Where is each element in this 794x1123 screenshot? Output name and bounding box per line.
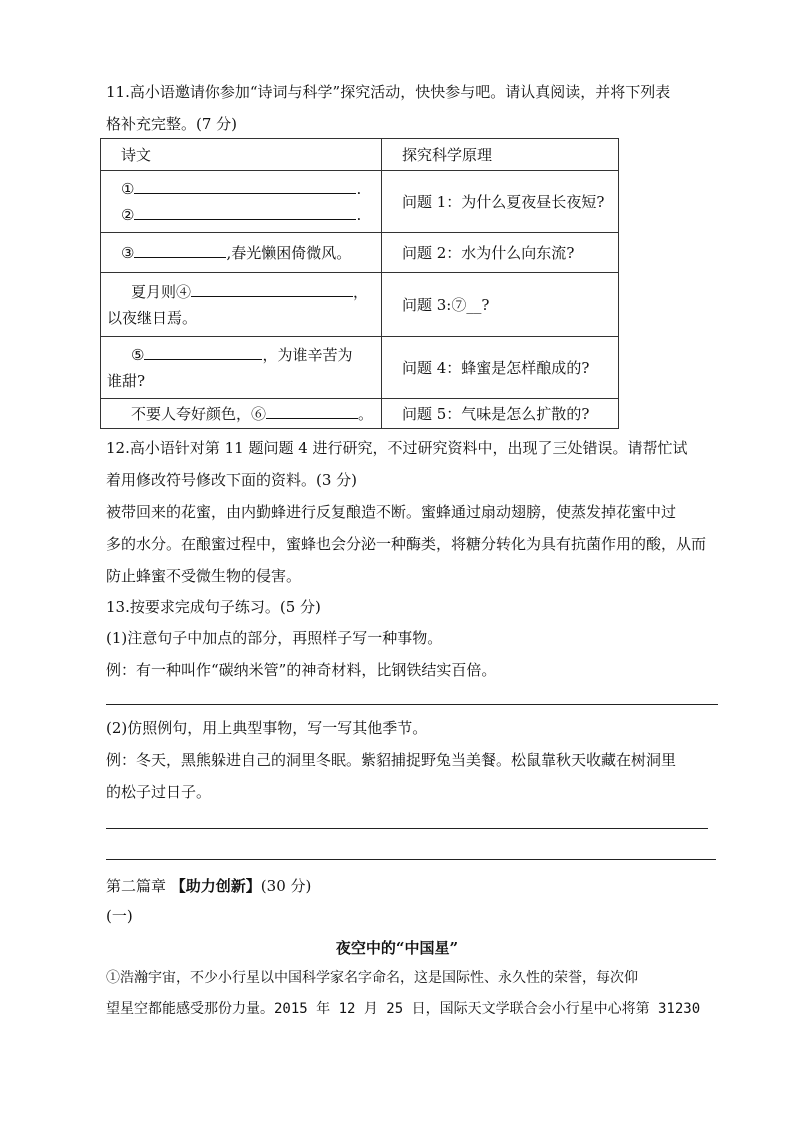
answer-blank-6[interactable] <box>266 404 358 419</box>
table-row <box>101 171 619 233</box>
poem-text: 不要人夸好颜色，⑥ <box>131 404 267 423</box>
q13-sub2: (2)仿照例句，用上典型事物，写一写其他季节。 <box>106 719 428 737</box>
q11-line2: 格补充完整。(7 分) <box>106 115 238 133</box>
q12-para1: 被带回来的花蜜，由内勤蜂进行反复酿造不断。蜜蜂通过扇动翅膀，使蒸发掉花蜜中过 <box>106 503 677 521</box>
article-paragraph-line1: ①浩瀚宇宙，不少小行星以中国科学家名字命名，这是国际性、永久性的荣誉，每次仰 <box>106 970 638 986</box>
header-poem: 诗文 <box>101 139 382 171</box>
answer-blank-2[interactable] <box>134 205 356 220</box>
punct: ， <box>353 282 369 301</box>
answer-blank-5[interactable] <box>144 345 262 360</box>
poem-text: 以夜继日焉。 <box>107 308 198 327</box>
poem-cell-5 <box>101 399 382 429</box>
q12-line2: 着用修改符号修改下面的资料。(3 分) <box>106 471 358 489</box>
poem-cell-2 <box>101 233 382 273</box>
answer-line-1[interactable] <box>106 704 718 705</box>
answer-blank-4[interactable] <box>191 282 353 297</box>
chapter-heading <box>106 876 311 896</box>
header-science: 探究科学原理 <box>382 139 619 171</box>
punct: 。 <box>358 404 374 423</box>
q13-example1: 例：有一种叫作“碳纳米管”的神奇材料，比钢铁结实百倍。 <box>106 661 497 679</box>
answer-blank-3[interactable] <box>134 243 226 258</box>
poem-cell-3 <box>101 273 382 337</box>
punct: . <box>356 205 362 224</box>
blank-5-label: ⑤ <box>131 345 145 364</box>
blank-2-label: ② <box>121 205 135 224</box>
article-title: 夜空中的“中国星” <box>335 939 459 957</box>
question-1: 问题 1：为什么夏夜昼长夜短? <box>382 171 619 233</box>
q12-para3: 防止蜂蜜不受微生物的侵害。 <box>106 567 302 585</box>
q12-line1: 12.高小语针对第 11 题问题 4 进行研究，不过研究资料中，出现了三处错误。请帮忙试 <box>106 439 688 457</box>
q12-para2: 多的水分。在酿蜜过程中，蜜蜂也会分泌一种酶类，将糖分转化为具有抗菌作用的酸，从而 <box>106 535 707 553</box>
table-row <box>101 273 619 337</box>
poem-cell-1 <box>101 171 382 233</box>
poem-text: ,春光懒困倚微风。 <box>226 243 352 262</box>
question-2: 问题 2：水为什么向东流? <box>382 233 619 273</box>
chapter-label: 第二篇章 <box>106 877 171 895</box>
chapter-title: 【助力创新】 <box>170 877 261 895</box>
blank-3-label: ③ <box>121 243 135 262</box>
poem-text: 谁甜? <box>107 371 146 390</box>
poem-science-table <box>100 138 619 429</box>
q13-sub1: (1)注意句子中加点的部分，再照样子写一种事物。 <box>106 629 443 647</box>
q11-line1: 11.高小语邀请你参加“诗词与科学”探究活动，快快参与吧。请认真阅读，并将下列表 <box>106 83 671 101</box>
table-row <box>101 337 619 399</box>
poem-text: ，为谁辛苦为 <box>262 345 353 364</box>
table-header-row <box>101 139 619 171</box>
answer-line-2[interactable] <box>106 828 708 829</box>
chapter-score: (30 分) <box>260 877 312 895</box>
blank-1-label: ① <box>121 179 135 198</box>
question-4: 问题 4：蜂蜜是怎样酿成的? <box>382 337 619 399</box>
table-row <box>101 399 619 429</box>
answer-line-3[interactable] <box>106 859 716 860</box>
question-3: 问题 3:⑦__? <box>382 273 619 337</box>
question-5: 问题 5：气味是怎么扩散的? <box>382 399 619 429</box>
section-number: (一) <box>106 907 133 925</box>
punct: . <box>356 179 362 198</box>
poem-cell-4 <box>101 337 382 399</box>
poem-text: 夏月则④ <box>131 282 192 301</box>
q13-example2-line2: 的松子过日子。 <box>106 783 212 801</box>
answer-blank-1[interactable] <box>134 179 356 194</box>
article-paragraph-line2: 望星空都能感受那份力量。2015 年 12 月 25 日，国际天文学联合会小行星中心将第 31230 <box>106 1001 701 1017</box>
table-row <box>101 233 619 273</box>
q13-example2-line1: 例：冬天，黑熊躲进自己的洞里冬眠。紫貂捕捉野兔当美餐。松鼠靠秋天收藏在树洞里 <box>106 751 677 769</box>
q13-title: 13.按要求完成句子练习。(5 分) <box>106 598 321 616</box>
